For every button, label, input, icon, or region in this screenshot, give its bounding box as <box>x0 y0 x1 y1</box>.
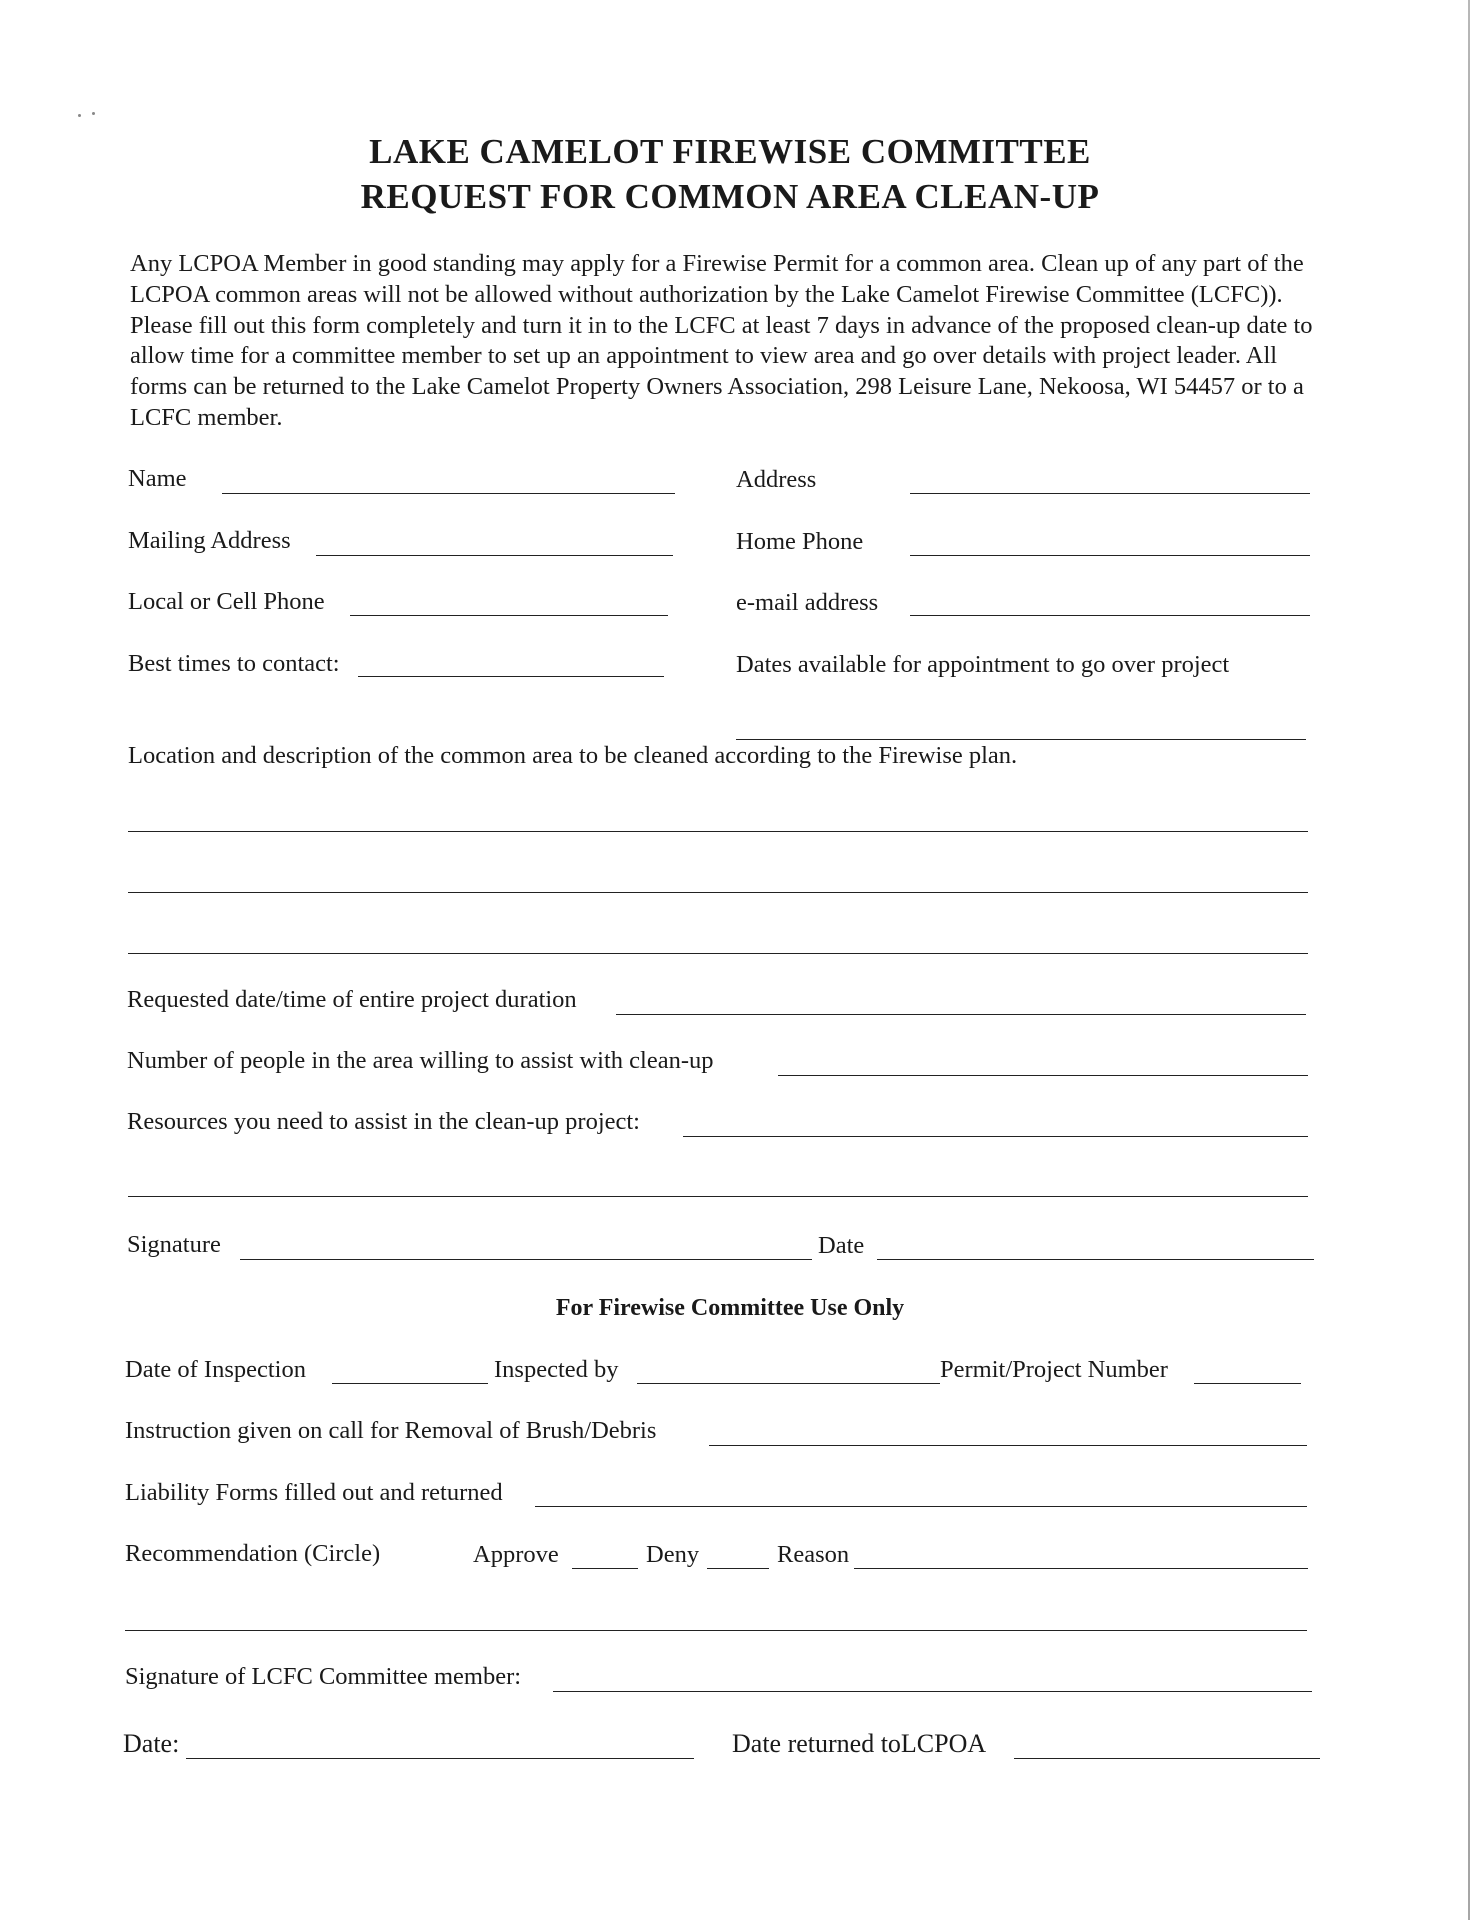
email-label: e-mail address <box>736 589 879 616</box>
address-label: Address <box>736 466 817 493</box>
scan-edge <box>1468 0 1470 1920</box>
signature-field[interactable] <box>240 1259 812 1260</box>
approve-field[interactable] <box>572 1568 638 1569</box>
intro-paragraph: Any LCPOA Member in good standing may apply for a Firewise Permit for a common area. Clean up of any part of the LCPOA common areas will not be allowed without authorization by the Lake Camelot Firewise Committee (LCFC)). Please fill out this form completely and turn it in to the LCFC at least 7 days in advance of the proposed clean-up date to allow time for a committee member to set up an appointment to view area and go over details with project leader. All forms can be returned to the Lake Camelot Property Owners Association, 298 Leisure Lane, Nekoosa, WI 54457 or to a LCFC member. <box>130 250 1313 431</box>
liability-label: Liability Forms filled out and returned <box>125 1479 503 1506</box>
signature-label: Signature <box>127 1231 221 1258</box>
location-label: Location and description of the common area to be cleaned according to the Firewise plan. <box>128 742 1018 769</box>
best-times-field[interactable] <box>358 676 664 677</box>
name-label: Name <box>128 465 187 492</box>
location-field-line-1[interactable] <box>128 831 1308 832</box>
best-times-label: Best times to contact: <box>128 650 340 677</box>
date-label: Date <box>818 1232 865 1259</box>
deny-option[interactable]: Deny <box>646 1541 700 1568</box>
mailing-address-field[interactable] <box>316 555 673 556</box>
resources-field-line-2[interactable] <box>128 1196 1308 1197</box>
permit-number-field[interactable] <box>1194 1383 1301 1384</box>
location-field-line-3[interactable] <box>128 953 1308 954</box>
dates-available-field[interactable] <box>736 739 1306 740</box>
resources-field[interactable] <box>683 1136 1308 1137</box>
form-title-line1: LAKE CAMELOT FIREWISE COMMITTEE <box>369 132 1091 171</box>
instruction-field[interactable] <box>709 1445 1307 1446</box>
committee-date-label: Date: <box>123 1729 180 1758</box>
date-field[interactable] <box>877 1259 1314 1260</box>
member-signature-field[interactable] <box>553 1691 1312 1692</box>
committee-date-field[interactable] <box>186 1758 694 1759</box>
cell-phone-field[interactable] <box>350 615 668 616</box>
home-phone-field[interactable] <box>910 555 1310 556</box>
scan-speck <box>78 114 81 117</box>
resources-label: Resources you need to assist in the clean-up project: <box>127 1108 640 1135</box>
reason-field[interactable] <box>854 1568 1308 1569</box>
member-signature-label: Signature of LCFC Committee member: <box>125 1663 522 1690</box>
address-field[interactable] <box>910 493 1310 494</box>
deny-field[interactable] <box>707 1568 769 1569</box>
reason-label: Reason <box>777 1541 850 1568</box>
name-field[interactable] <box>222 493 675 494</box>
date-returned-field[interactable] <box>1014 1758 1320 1759</box>
home-phone-label: Home Phone <box>736 528 864 555</box>
recommendation-label: Recommendation (Circle) <box>125 1540 381 1567</box>
people-field[interactable] <box>778 1075 1308 1076</box>
inspected-by-field[interactable] <box>637 1383 940 1384</box>
permit-number-label: Permit/Project Number <box>940 1356 1168 1383</box>
committee-use-heading: For Firewise Committee Use Only <box>555 1295 905 1321</box>
people-label: Number of people in the area willing to assist with clean-up <box>127 1047 714 1074</box>
scan-speck <box>92 112 95 115</box>
reason-field-line-2[interactable] <box>125 1630 1307 1631</box>
inspection-date-field[interactable] <box>332 1383 488 1384</box>
requested-date-field[interactable] <box>616 1014 1306 1015</box>
liability-field[interactable] <box>535 1506 1307 1507</box>
approve-option[interactable]: Approve <box>473 1541 559 1568</box>
location-field-line-2[interactable] <box>128 892 1308 893</box>
dates-available-label: Dates available for appointment to go over project <box>736 651 1230 678</box>
instruction-label: Instruction given on call for Removal of Brush/Debris <box>125 1417 657 1444</box>
cell-phone-label: Local or Cell Phone <box>128 588 325 615</box>
form-title-line2: REQUEST FOR COMMON AREA CLEAN-UP <box>360 177 1100 216</box>
requested-date-label: Requested date/time of entire project duration <box>127 986 577 1013</box>
mailing-address-label: Mailing Address <box>128 527 291 554</box>
email-field[interactable] <box>910 615 1310 616</box>
date-returned-label: Date returned toLCPOA <box>732 1729 987 1758</box>
inspected-by-label: Inspected by <box>494 1356 619 1383</box>
inspection-date-label: Date of Inspection <box>125 1356 306 1383</box>
